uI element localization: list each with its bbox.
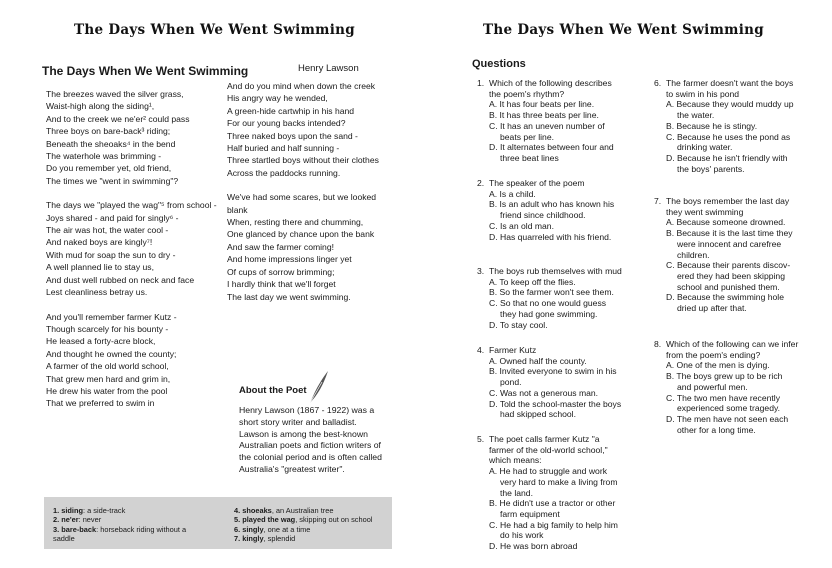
footnote: [53, 525, 186, 534]
page-title-right: The Days When We Went Swimming: [483, 22, 765, 38]
answer-option: [489, 221, 647, 232]
question-stem: [489, 266, 647, 277]
answer-option: [666, 228, 824, 260]
footnote-definition: : never: [78, 515, 102, 525]
answer-option: [666, 371, 824, 392]
answer-option-line: they had gone swimming.: [500, 308, 598, 319]
answer-option-line: C. It has an uneven number of: [489, 120, 605, 131]
poem-line: And naked boys are kingly⁷!: [46, 237, 153, 248]
about-poet-heading: About the Poet: [239, 385, 307, 396]
answer-option-line: ered they had been skipping: [677, 270, 785, 281]
question-4: [477, 345, 647, 420]
poem-column-1: [46, 88, 217, 422]
question-stem: [666, 196, 824, 217]
question-7: [654, 196, 824, 314]
about-poet-text: [239, 405, 396, 476]
question-8: [654, 339, 824, 435]
answer-option-line: D. Because he isn't friendly with: [666, 152, 788, 163]
answer-option-line: A. Because they would muddy up: [666, 99, 794, 110]
poem-line: Do you remember yet, old friend,: [46, 163, 172, 174]
question-number: 7.: [654, 196, 662, 206]
question-stem: [489, 178, 647, 189]
poem-line: He leased a forty-acre block,: [46, 336, 156, 347]
answer-option: [489, 189, 647, 200]
answer-option: [489, 356, 647, 367]
footnote-definition: : a side-track: [82, 506, 126, 515]
poem-line: Lest cleanliness betray us.: [46, 287, 148, 298]
question-stem-line: the poem's rhythm?: [489, 88, 565, 99]
about-line: the colonial period and is often called: [239, 452, 382, 463]
question-number: 3.: [477, 266, 485, 276]
footnote-definition: , splendid: [263, 533, 296, 543]
answer-option: [489, 498, 647, 519]
poem-line: And home impressions linger yet: [227, 254, 352, 265]
question-stem-line: Farmer Kutz: [489, 345, 537, 355]
footnotes-left: [53, 506, 186, 543]
poem-line: Beneath the sheoaks⁴ in the bend: [46, 138, 176, 149]
answer-option-line: school and punished them.: [677, 281, 780, 292]
poem-line: Joys shared - and paid for singly⁶ -: [46, 212, 179, 223]
question-stem: [666, 78, 824, 99]
question-stem-line: farmer of the old-world school,": [489, 444, 608, 455]
answer-option-line: the boys' parents.: [677, 163, 745, 174]
answer-option-line: A. He had to struggle and work: [489, 466, 607, 477]
footnote-definition: , one at a time: [263, 524, 311, 534]
footnote-term: 1. siding: [53, 506, 83, 515]
answer-option-line: experienced some tragedy.: [677, 403, 781, 414]
poem-line: A well planned lie to stay us,: [46, 262, 154, 273]
question-stem: [666, 339, 824, 360]
poem-line: Across the paddocks running.: [227, 167, 341, 178]
footnote-definition: : horseback riding without a: [96, 524, 187, 534]
answer-option-line: and powerful men.: [677, 381, 748, 392]
answer-option-line: A. One of the men is dying.: [666, 360, 770, 371]
answer-option-line: C. Is an old man.: [489, 220, 554, 231]
answer-option-line: beats per line.: [500, 131, 554, 142]
answer-option-line: B. Invited everyone to swim in his: [489, 366, 617, 377]
question-number: 8.: [654, 339, 662, 349]
about-line: Australia's "greatest writer".: [239, 463, 345, 474]
question-number: 2.: [477, 178, 485, 188]
answer-option-line: B. He didn't use a tractor or other: [489, 498, 616, 509]
poem-line: And do you mind when down the creek: [227, 81, 376, 91]
question-stem-line: The speaker of the poem: [489, 178, 585, 188]
answer-option: [489, 541, 647, 552]
answer-option-line: B. Because he is stingy.: [666, 120, 758, 131]
question-number: 5.: [477, 434, 485, 444]
answer-option: [489, 320, 647, 331]
footnote-term: 3. bare-back: [53, 524, 97, 534]
about-line: short story writer and balladist.: [239, 416, 357, 427]
poem-line: Of cups of sorrow brimming;: [227, 266, 335, 277]
answer-option: [489, 366, 647, 387]
footnote: [53, 506, 186, 515]
footnote: [234, 525, 372, 534]
answer-option-line: D. Because the swimming hole: [666, 292, 784, 303]
answer-option-line: A. It has four beats per line.: [489, 99, 595, 110]
poem-line: With mud for soap the sun to dry -: [46, 249, 176, 260]
poem-line: And to the creek we ne'er² could pass: [46, 113, 190, 124]
answer-option: [666, 99, 824, 120]
answer-option: [489, 232, 647, 243]
poem-line: When, resting there and chumming,: [227, 217, 364, 228]
poem-line: One glanced by chance upon the bank: [227, 229, 375, 240]
question-stem-line: they went swimming: [666, 206, 744, 217]
answer-option-line: three beat lines: [500, 152, 559, 163]
question-stem-line: Which of the following describes: [489, 78, 612, 88]
poem-line: The breezes waved the silver grass,: [46, 89, 184, 99]
poem-line: The waterhole was brimming -: [46, 151, 162, 162]
footnote-term: 4. shoeaks: [234, 506, 272, 515]
answer-option-line: were innocent and carefree: [677, 238, 782, 249]
question-stem: [489, 434, 647, 466]
answer-option-line: had skipped school.: [500, 409, 576, 420]
quill-icon: [308, 370, 330, 404]
poem-line: For our young backs intended?: [227, 118, 346, 129]
poem-line: A green-hide cartwhip in his hand: [227, 105, 355, 116]
footnote-definition: , skipping out on school: [295, 515, 373, 525]
answer-option: [489, 399, 647, 420]
answer-option-line: A. Is a child.: [489, 188, 536, 199]
poem-author: Henry Lawson: [298, 63, 359, 74]
answer-option: [489, 277, 647, 288]
answer-option-line: B. The boys grew up to be rich: [666, 371, 783, 382]
poem-line: He drew his water from the pool: [46, 385, 168, 396]
footnote: [234, 506, 372, 515]
answer-option: [489, 520, 647, 541]
answer-option-line: A. To keep off the flies.: [489, 276, 576, 287]
question-stem-line: to swim in his pond: [666, 88, 740, 99]
poem-stanza: [46, 88, 217, 187]
answer-option: [489, 99, 647, 110]
footnote-definition: saddle: [53, 533, 75, 543]
about-line: Henry Lawson (1867 - 1922) was a: [239, 405, 375, 415]
footnote-definition: , an Australian tree: [271, 506, 334, 515]
footnote: [234, 515, 372, 524]
answer-option-line: C. Was not a generous man.: [489, 387, 599, 398]
answer-option-line: D. Has quarreled with his friend.: [489, 231, 612, 242]
question-stem-line: Which of the following can we infer: [666, 339, 799, 349]
footnotes-right: [234, 506, 372, 543]
answer-option-line: the land.: [500, 487, 533, 498]
answer-option: [666, 121, 824, 132]
poem-stanza: [227, 80, 379, 179]
poem-line: Though scarcely for his bounty -: [46, 323, 169, 334]
question-3: [477, 266, 647, 330]
questions-heading: Questions: [472, 58, 526, 70]
answer-option: [489, 466, 647, 498]
answer-option-line: D. It alternates between four and: [489, 142, 614, 153]
answer-option-line: C. Because their parents discov-: [666, 260, 791, 271]
answer-option: [666, 217, 824, 228]
poem-line: And dust well rubbed on neck and face: [46, 274, 195, 285]
answer-option-line: C. So that no one would guess: [489, 298, 607, 309]
footnote: [53, 515, 186, 524]
answer-option: [666, 153, 824, 174]
answer-option: [489, 110, 647, 121]
answer-option-line: D. The men have not seen each: [666, 413, 789, 424]
poem-stanza: [46, 311, 217, 410]
footnote-term: 7. kingly: [234, 533, 264, 543]
about-line: Australian poets and fiction writers of: [239, 440, 381, 451]
question-stem-line: The boys rub themselves with mud: [489, 266, 622, 276]
answer-option-line: friend since childhood.: [500, 210, 586, 221]
poem-line: I hardly think that we'll forget: [227, 279, 336, 290]
footnote-term: 5. played the wag: [234, 515, 296, 525]
answer-option-line: C. Because he uses the pond as: [666, 131, 791, 142]
answer-option: [489, 142, 647, 163]
answer-option: [489, 388, 647, 399]
answer-option: [489, 298, 647, 319]
poem-line: Waist-high along the siding¹,: [46, 101, 155, 112]
answer-option: [489, 287, 647, 298]
question-stem: [489, 78, 647, 99]
poem-line: And you'll remember farmer Kutz -: [46, 311, 177, 322]
footnote-term: 2. ne'er: [53, 515, 79, 525]
question-2: [477, 178, 647, 242]
answer-option-line: B. So the farmer won't see them.: [489, 287, 614, 298]
answer-option-line: dried up after that.: [677, 303, 747, 314]
answer-option-line: the water.: [677, 110, 715, 121]
answer-option: [666, 414, 824, 435]
answer-option: [666, 260, 824, 292]
answer-option-line: B. It has three beats per line.: [489, 110, 599, 121]
question-number: 1.: [477, 78, 485, 88]
poem-line: blank: [227, 204, 248, 215]
answer-option-line: B. Is an adult who has known his: [489, 199, 615, 210]
poem-line: A farmer of the old world school,: [46, 361, 169, 372]
footnote: [234, 534, 372, 543]
answer-option-line: B. Because it is the last time they: [666, 228, 793, 239]
poem-title: The Days When We Went Swimming: [42, 64, 249, 78]
question-stem-line: The boys remember the last day: [666, 196, 790, 206]
poem-line: That grew men hard and grim in,: [46, 373, 171, 384]
answer-option-line: A. Because someone drowned.: [666, 217, 786, 228]
question-stem-line: which means:: [489, 455, 542, 466]
poem-line: The air was hot, the water cool -: [46, 225, 169, 236]
poem-line: His angry way he wended,: [227, 93, 328, 104]
answer-option-line: D. He was born abroad: [489, 541, 578, 552]
answer-option: [666, 292, 824, 313]
question-stem: [489, 345, 647, 356]
poem-line: And saw the farmer coming!: [227, 241, 334, 252]
answer-option-line: pond.: [500, 377, 522, 388]
answer-option-line: very hard to make a living from: [500, 476, 618, 487]
answer-option-line: D. Told the school-master the boys: [489, 398, 622, 409]
poem-line: That we preferred to swim in: [46, 398, 155, 409]
page-title-left: The Days When We Went Swimming: [74, 22, 356, 38]
poem-line: The last day we went swimming.: [227, 291, 351, 302]
question-1: [477, 78, 647, 164]
answer-option: [666, 393, 824, 414]
answer-option: [489, 121, 647, 142]
question-stem-line: from the poem's ending?: [666, 349, 761, 360]
poem-line: Three startled boys without their clothes: [227, 155, 379, 166]
answer-option: [489, 199, 647, 220]
question-stem-line: The farmer doesn't want the boys: [666, 78, 794, 88]
answer-option-line: A. Owned half the county.: [489, 355, 587, 366]
answer-option-line: farm equipment: [500, 508, 560, 519]
answer-option-line: do his work: [500, 530, 544, 541]
footnote: [53, 534, 186, 543]
footnote-term: 6. singly: [234, 524, 264, 534]
answer-option: [666, 360, 824, 371]
poem-column-2: [227, 80, 379, 315]
answer-option-line: drinking water.: [677, 142, 733, 153]
poem-stanza: [46, 199, 217, 298]
poem-line: Three naked boys upon the sand -: [227, 130, 358, 141]
question-stem-line: The poet calls farmer Kutz "a: [489, 434, 600, 444]
question-5: [477, 434, 647, 552]
about-line: Lawson is among the best-known: [239, 428, 368, 439]
poem-line: Half buried and half sunning -: [227, 143, 340, 154]
footnotes-box: [44, 497, 392, 549]
poem-line: We've had some scares, but we looked: [227, 192, 377, 203]
answer-option-line: C. He had a big family to help him: [489, 519, 618, 530]
answer-option-line: C. The two men have recently: [666, 392, 781, 403]
poem-line: The days we "played the wag"⁵ from school -: [46, 200, 217, 211]
poem-line: Three boys on bare-back³ riding;: [46, 126, 171, 137]
question-number: 6.: [654, 78, 662, 88]
answer-option-line: other for a long time.: [677, 424, 756, 435]
poem-stanza: [227, 191, 379, 303]
question-6: [654, 78, 824, 174]
question-number: 4.: [477, 345, 485, 355]
poem-line: And thought he owned the county;: [46, 348, 177, 359]
answer-option-line: children.: [677, 249, 710, 260]
poem-line: The times we "went in swimming"?: [46, 175, 179, 186]
answer-option-line: D. To stay cool.: [489, 319, 548, 330]
answer-option: [666, 132, 824, 153]
